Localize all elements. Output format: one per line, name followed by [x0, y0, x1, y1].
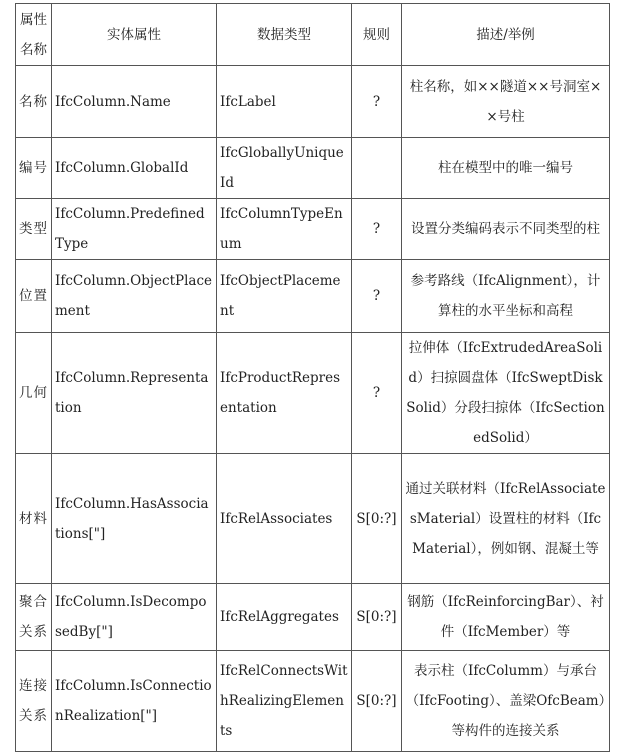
table-row	[16, 199, 610, 260]
table-row	[16, 454, 610, 584]
cell-data-type: IfcRelAggregates	[217, 584, 352, 651]
cell-entity-attribute: IfcColumn.Name	[52, 66, 217, 138]
table-row	[16, 66, 610, 138]
cell-data-type: IfcGloballyUniqueId	[217, 138, 352, 199]
cell-rule: ?	[352, 333, 402, 454]
ifc-column-attribute-table	[15, 3, 610, 752]
cell-entity-attribute: IfcColumn.IsDecomposedBy["]	[52, 584, 217, 651]
cell-rule	[352, 138, 402, 199]
table-row	[16, 651, 610, 752]
header-rule: 规则	[352, 4, 402, 66]
cell-description: 参考路线（IfcAlignment），计算柱的水平坐标和高程	[402, 260, 610, 333]
cell-property-name: 位置	[16, 260, 52, 333]
cell-data-type: IfcLabel	[217, 66, 352, 138]
header-entity-attribute: 实体属性	[52, 4, 217, 66]
cell-rule: ?	[352, 260, 402, 333]
cell-data-type: IfcRelAssociates	[217, 454, 352, 584]
cell-rule: ?	[352, 199, 402, 260]
cell-property-name: 类型	[16, 199, 52, 260]
cell-data-type: IfcRelConnectsWithRealizingElements	[217, 651, 352, 752]
table-row	[16, 333, 610, 454]
table-header-row	[16, 4, 610, 66]
header-property-name: 属性名称	[16, 4, 52, 66]
cell-data-type: IfcProductRepresentation	[217, 333, 352, 454]
cell-rule: S[0:?]	[352, 584, 402, 651]
cell-description: 柱名称，如××隧道××号洞室××号柱	[402, 66, 610, 138]
header-description: 描述/举例	[402, 4, 610, 66]
cell-description: 拉伸体（IfcExtrudedAreaSolid）扫掠圆盘体（IfcSweptDiskSolid）分段扫掠体（IfcSectionedSolid）	[402, 333, 610, 454]
cell-entity-attribute: IfcColumn.PredefinedType	[52, 199, 217, 260]
cell-entity-attribute: IfcColumn.ObjectPlacement	[52, 260, 217, 333]
cell-description: 钢筋（IfcReinforcingBar）、衬件（IfcMember）等	[402, 584, 610, 651]
cell-data-type: IfcObjectPlacement	[217, 260, 352, 333]
cell-rule: ?	[352, 66, 402, 138]
cell-description: 通过关联材料（IfcRelAssociatesMaterial）设置柱的材料（IfcMaterial），例如钢、混凝土等	[402, 454, 610, 584]
cell-property-name: 聚合关系	[16, 584, 52, 651]
cell-data-type: IfcColumnTypeEnum	[217, 199, 352, 260]
cell-description: 表示柱（IfcColumm）与承台（IfcFooting）、盖梁OfcBeam）等构件的连接关系	[402, 651, 610, 752]
cell-description: 设置分类编码表示不同类型的柱	[402, 199, 610, 260]
cell-description: 柱在模型中的唯一编号	[402, 138, 610, 199]
cell-property-name: 编号	[16, 138, 52, 199]
header-data-type: 数据类型	[217, 4, 352, 66]
table-row	[16, 138, 610, 199]
cell-entity-attribute: IfcColumn.GlobalId	[52, 138, 217, 199]
cell-entity-attribute: IfcColumn.HasAssociations["]	[52, 454, 217, 584]
cell-property-name: 材料	[16, 454, 52, 584]
cell-rule: S[0:?]	[352, 454, 402, 584]
table-row	[16, 260, 610, 333]
cell-entity-attribute: IfcColumn.Representation	[52, 333, 217, 454]
cell-rule: S[0:?]	[352, 651, 402, 752]
table-row	[16, 584, 610, 651]
cell-property-name: 几何	[16, 333, 52, 454]
cell-property-name: 名称	[16, 66, 52, 138]
cell-entity-attribute: IfcColumn.IsConnectionRealization["]	[52, 651, 217, 752]
cell-property-name: 连接关系	[16, 651, 52, 752]
